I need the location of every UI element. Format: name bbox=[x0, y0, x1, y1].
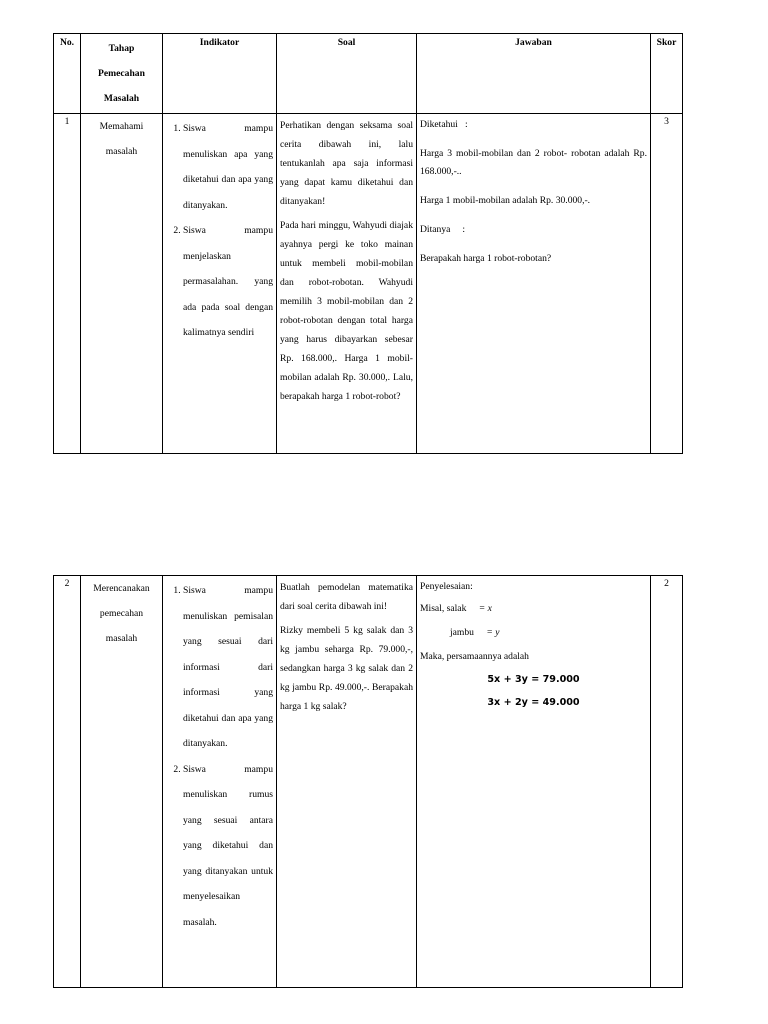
misal-line bbox=[420, 600, 647, 618]
indikator-cell bbox=[163, 114, 277, 454]
equation-1: 5x + 3y = 79.000 bbox=[487, 674, 580, 685]
list-item: 1. Siswa mampu menuliskan pemisalan yang sesuai dari informasi dari informasi yang diketahui dan apa yang ditanyakan. bbox=[183, 578, 273, 757]
table-row bbox=[54, 576, 683, 988]
list-item: 2. Siswa mampu menjelaskan permasalahan. yang ada pada soal dengan kalimatnya sendiri bbox=[183, 218, 273, 346]
jambu-equation: = y bbox=[486, 627, 500, 638]
misal-equation: = x bbox=[478, 603, 492, 614]
jawaban-line: Harga 3 mobil-mobilan dan 2 robot- robotan adalah Rp. 168.000,-.. bbox=[420, 148, 647, 177]
header-row bbox=[54, 34, 683, 114]
header-jawaban: Jawaban bbox=[417, 34, 651, 114]
header-skor: Skor bbox=[651, 34, 683, 114]
tahap-line: pemecahan bbox=[99, 608, 144, 619]
list-item: 2. Siswa mampu menuliskan rumus yang sesuai antara yang diketahui dan yang ditanyakan untuk menyelesaikan masalah. bbox=[183, 757, 273, 936]
jawaban-line: Maka, persamaannya adalah bbox=[420, 651, 529, 662]
rubric-table-top bbox=[53, 33, 683, 454]
jawaban-line: Berapakah harga 1 robot-robotan? bbox=[420, 253, 552, 264]
list-item: 1. Siswa mampu menuliskan apa yang diketahui dan apa yang ditanyakan. bbox=[183, 116, 273, 218]
tahap-line: masalah bbox=[105, 146, 138, 157]
jawaban-line: Penyelesaian: bbox=[420, 581, 473, 592]
jawaban-cell bbox=[417, 576, 651, 988]
tahap-line: Memahami bbox=[99, 121, 144, 132]
table-row bbox=[54, 114, 683, 454]
tahap-line: masalah bbox=[105, 633, 138, 644]
jawaban-line: Diketahui : bbox=[420, 119, 468, 130]
header-tahap-line: Pemecahan bbox=[98, 68, 145, 79]
header-no: No. bbox=[54, 34, 81, 114]
tahap-cell bbox=[81, 576, 163, 988]
jawaban-line: Ditanya : bbox=[420, 224, 466, 235]
soal-cell bbox=[277, 114, 417, 454]
header-tahap-line: Tahap bbox=[108, 43, 135, 54]
jawaban-line: Harga 1 mobil-mobilan adalah Rp. 30.000,-. bbox=[420, 195, 591, 206]
rubric-table-bottom bbox=[53, 575, 683, 988]
soal-story: Pada hari minggu, Wahyudi diajak ayahnya pergi ke toko mainan untuk membeli mobil-mobilan dan robot-robotan. Wahyudi memilih 3 mobil-mobilan dan 2 robot-robotan dengan total harga yang harus dibayarkan sebesar Rp. 168.000,. Harga 1 mobil-mobilan adalah Rp. 30.000,. Lalu, berapakah harga 1 robot-robot? bbox=[280, 220, 413, 402]
indikator-list bbox=[166, 116, 273, 346]
misal-label: Misal, salak bbox=[420, 603, 467, 614]
header-tahap-line: Masalah bbox=[103, 93, 140, 104]
header-tahap bbox=[81, 34, 163, 114]
soal-story: Rizky membeli 5 kg salak dan 3 kg jambu seharga Rp. 79.000,-, sedangkan harga 3 kg salak dan 2 kg jambu Rp. 49.000,-. Berapakah harga 1 kg salak? bbox=[280, 625, 413, 712]
indikator-cell bbox=[163, 576, 277, 988]
soal-cell bbox=[277, 576, 417, 988]
header-indikator: Indikator bbox=[163, 34, 277, 114]
tahap-line: Merencanakan bbox=[93, 583, 150, 594]
soal-instruction: Buatlah pemodelan matematika dari soal cerita dibawah ini! bbox=[280, 582, 413, 612]
tahap-cell bbox=[81, 114, 163, 454]
header-soal: Soal bbox=[277, 34, 417, 114]
equation-2: 3x + 2y = 49.000 bbox=[487, 697, 580, 708]
row-number: 2 bbox=[54, 576, 81, 988]
indikator-list bbox=[166, 578, 273, 935]
jambu-label: jambu bbox=[450, 627, 474, 638]
jambu-line bbox=[420, 624, 647, 642]
row-number: 1 bbox=[54, 114, 81, 454]
skor-cell: 3 bbox=[651, 114, 683, 454]
soal-instruction: Perhatikan dengan seksama soal cerita dibawah ini, lalu tentukanlah apa saja informasi yang dapat kamu diketahui dan ditanyakan! bbox=[280, 120, 413, 207]
jawaban-cell bbox=[417, 114, 651, 454]
skor-cell: 2 bbox=[651, 576, 683, 988]
